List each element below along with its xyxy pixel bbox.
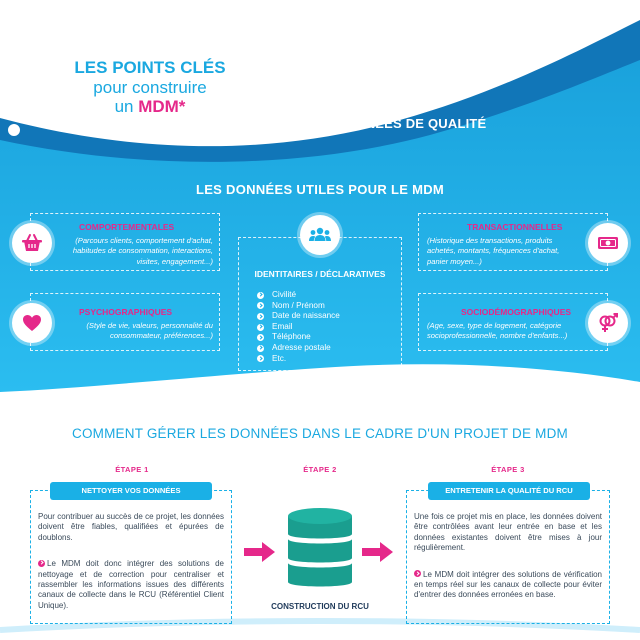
bullet-icon [257, 302, 264, 309]
list-item: Etc. [257, 354, 340, 365]
behavioral-box [30, 213, 220, 271]
psychographic-title: PSYCHOGRAPHIQUES [79, 307, 173, 317]
bullet-icon [257, 324, 264, 331]
bullet-icon [257, 292, 264, 299]
bullet-icon [257, 334, 264, 341]
step-3-label: ÉTAPE 3 [491, 465, 525, 474]
right-arrow-icon [244, 541, 276, 563]
cloud-line-3-bold: MDM* [138, 97, 186, 117]
transactional-title: TRANSACTIONNELLES [467, 222, 563, 232]
subtitle-prefix: AVEC DES [266, 116, 337, 131]
list-item: Nom / Prénom [257, 301, 340, 312]
behavioral-title: COMPORTEMENTALES [79, 222, 175, 232]
bullet-icon [257, 313, 264, 320]
step-3-pill: ENTRETENIR LA QUALITÉ DU RCU [428, 482, 590, 500]
list-item: Email [257, 322, 340, 333]
list-item: Adresse postale [257, 343, 340, 354]
rcu-caption: CONSTRUCTION DU RCU [271, 602, 369, 611]
identity-title: IDENTITAIRES / DÉCLARATIVES [254, 269, 386, 279]
sociodemographic-title: SOCIODÉMOGRAPHIQUES [461, 307, 572, 317]
transactional-desc: (Historique des transactions, produits achetés, montants, fréquences d'achat, panier moyen...) [427, 236, 560, 266]
arrow-bullet-icon [414, 570, 421, 577]
step-1-content [38, 512, 224, 611]
heart-icon [12, 303, 52, 343]
cloud-line-3 [62, 97, 238, 117]
step-3-paragraph-1: Une fois ce projet mis en place, les données doivent être contrôlées avant leur entrée en base et les données existantes doivent être mises à jour régulièrement. [414, 512, 602, 553]
step-2-label: ÉTAPE 2 [303, 465, 337, 474]
useful-data-title: LES DONNÉES UTILES POUR LE MDM [195, 182, 445, 197]
cloud-heading [62, 58, 238, 117]
identity-list [257, 290, 340, 364]
people-icon [300, 215, 340, 255]
behavioral-desc: (Parcours clients, comportement d'achat, habitudes de consommation, interactions, visites, engagement...) [72, 236, 213, 266]
gender-icon [588, 303, 628, 343]
step-1-pill: NETTOYER VOS DONNÉES [50, 482, 212, 500]
bullet-icon [257, 345, 264, 352]
cloud-line-1: LES POINTS CLÉS [74, 58, 226, 77]
cloud-line-3-prefix: un [114, 97, 139, 117]
step-3-content [414, 512, 602, 601]
sociodemographic-desc: (Age, sexe, type de logement, catégorie socioprofessionnelle, nombre d'enfants...) [427, 321, 568, 341]
step-1-paragraph-1: Pour contribuer au succès de ce projet, les données doivent être fiables, qualifiées et épurées de doublons. [38, 512, 224, 542]
cloud-line-2: pour construire [93, 77, 207, 97]
bullet-icon [257, 355, 264, 362]
banknote-icon [588, 223, 628, 263]
identity-box [238, 237, 402, 371]
right-arrow-icon [362, 541, 394, 563]
psychographic-desc: (Style de vie, valeurs, personnalité du consommateur, préférences...) [86, 321, 213, 341]
list-item: Civilité [257, 290, 340, 301]
step-1-paragraph-2: Le MDM doit donc intégrer des solutions de nettoyage et de correction pour centraliser et rassembler les informations issues des différents canaux de collecte dans le RCU (Référentiel Client Unique). [38, 559, 224, 610]
list-item: Téléphone [257, 332, 340, 343]
step-1-label: ÉTAPE 1 [115, 465, 149, 474]
psychographic-box [30, 293, 220, 351]
list-item: Date de naissance [257, 311, 340, 322]
step-3-paragraph-2: Le MDM doit intégrer des solutions de vérification en temps réel sur les canaux de collecte pour éviter d'entrer des données erronées en base. [414, 569, 602, 600]
subtitle-bold: DONNÉES DE QUALITÉ [336, 116, 487, 131]
database-icon [286, 506, 354, 592]
subtitle [266, 116, 486, 131]
sociodemographic-box [418, 293, 608, 351]
shopping-basket-icon [12, 223, 52, 263]
arrow-bullet-icon [38, 560, 45, 567]
transactional-box [418, 213, 608, 271]
manage-title: COMMENT GÉRER LES DONNÉES DANS LE CADRE D'UN PROJET DE MDM [72, 426, 568, 441]
